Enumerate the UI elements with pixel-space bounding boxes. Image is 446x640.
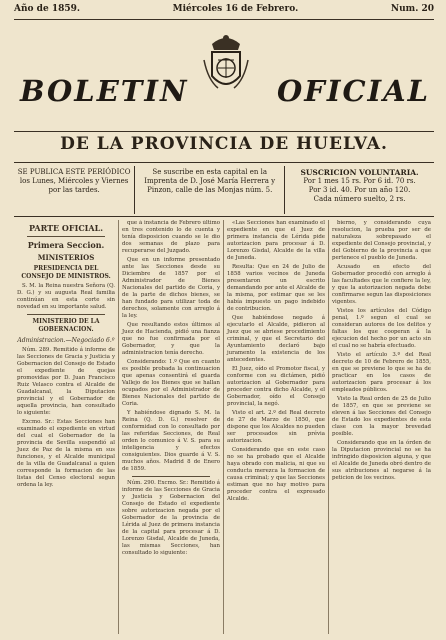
masthead-left-word: BOLETIN	[20, 74, 189, 108]
paragraph: Vistos los artículos del Código penal, 1.º segun el cual se consideran autores de los delitos y faltas los que cooperan á la ejecucion del hecho por un acto sin el cual no se habría efectuado.	[332, 308, 431, 349]
price-line-2: Por 3 id. 40. Por un año 120.	[308, 186, 411, 194]
paragraph: Resulta: Que en 24 de Julio de 1858 varios vecinos de Juneda presentaron un escrito demandando por ante el Alcalde de la misma, por estimar que se les había impuesto un pago indebido de contribucion.	[227, 264, 325, 312]
subscription-prices	[285, 166, 434, 214]
paragraph: Que resultando estos últimos al Juez de Hacienda, pidió una fianza que no fue confirmada por el Gobernador, y que la administracion tenía derecho.	[122, 322, 220, 356]
price-line-3: Cada número suelto, 2 rs.	[313, 195, 406, 203]
dateline	[14, 4, 434, 18]
divider	[132, 476, 210, 477]
divider	[27, 236, 105, 237]
info-rule	[14, 216, 434, 217]
masthead	[14, 30, 434, 134]
paragraph: Excmo. Sr.: Estas Secciones han examinado el expediente en virtud del cual el Gobernador de la provincia de Sevilla suspendió al Juez de Paz de la misma en sus funciones, y el Alcalde municipal de la villa de Guadalcanal a quien corresponde la formacion de las listas del Censo electoral segun ordena la ley.	[17, 419, 115, 488]
paragraph: bierno, y considerando cuya resolucion, la prueba por ser de naturaleza sobrepasado el expediente del Consejo provincial, y del Gobierno de la provincia a que pertenece el pueblo de Juneda.	[332, 220, 431, 261]
paragraph: Núm. 289. Remitido á informe de las Secciones de Gracia y Justicia y Gobernacion del Consejo de Estado el expediente de quejas promovidas por D. Juan Francisco Ruiz Velasco contra el Alcalde de Guadalcanal, la Diputacion provincial y el Gobernador de aquella provincia, han consultado lo siguiente:	[17, 347, 115, 416]
price-line-1: Por 1 mes 15 rs. Por 6 id. 70 rs.	[303, 177, 416, 185]
gobernacion-heading: MINISTERIO DE LA GOBERNACION.	[32, 318, 100, 333]
paragraph: Considerando que en este caso no se ha probado que el Alcalde haya obrado con malicia, ni que su conducta merezca la formacion de causa criminal; y que las Secciones estiman que no hay motivo para proceder contra el expresado Alcalde.	[227, 447, 325, 502]
divider	[27, 314, 105, 315]
paragraph: Considerando: 1.º Que en cuanto es posible probada la continuacion que apenas consentirá el guarda Vallejo de los Bienes que se hallan ocupados por el Administrador de Bienes Nacionales del partido de Coria.	[122, 359, 220, 407]
paragraph: que á instancia de Febrero último en tres contenido lo de cuenta y tenía disposicion cuando se le dio dos semanas de plazo para recuperarse del Juzgado.	[122, 220, 220, 254]
paragraph: S. M. la Reina nuestra Señora (Q. D. G.) y su augusta Real familia continúan en esta corte sin novedad en su importante salud.	[17, 283, 115, 310]
top-rule	[14, 19, 434, 20]
date-label: Miércoles 16 de Febrero.	[172, 4, 299, 14]
column-2	[119, 220, 224, 634]
issue-number: Num. 20	[390, 4, 434, 14]
paragraph: Considerando que en la órden de la Diputacion provincial no se ha infringido disposicion alguna, y que el Alcalde de Juneda obró dentro de sus atribuciones al negarse á la peticion de los vecinos.	[332, 440, 431, 481]
newspaper-subtitle: DE LA PROVINCIA DE HUELVA.	[60, 134, 388, 154]
paragraph: El Juez, oído el Promotor fiscal, y conforme con su dictámen, pidió autorizacion al Gobernador para proceder contra dicho Alcalde, y el Gobernador, oído el Consejo provincial, la negó.	[227, 366, 325, 407]
subscription-place: Se suscribe en esta capital en la Imprenta de D. José María Herrera y Pinzon, calle de las Monjas núm. 5.	[135, 166, 285, 214]
article-columns	[14, 220, 434, 634]
administracion-heading: Administracion.—Negociado 6.º	[17, 337, 115, 344]
subtitle-rule	[14, 162, 434, 163]
column-1	[14, 220, 119, 634]
paragraph: Que en un informe presentado ante las Secciones desde su Diciembre de 1857 por el Administrador de Bienes Nacionales del partido de Coria, y de la parte de dichos bienes, se han fundado para utilizar toda de derechos, solamente con arreglo á la ley.	[122, 257, 220, 319]
presidencia-heading: PRESIDENCIA DEL CONSEJO DE MINISTROS.	[21, 265, 111, 280]
column-3	[224, 220, 329, 634]
subscription-title: SUSCRICION VOLUNTARIA.	[300, 168, 419, 177]
publication-schedule: SE PUBLICA ESTE PERIÓDICO los Lunes, Miércoles y Viernes por las tardes.	[14, 166, 135, 214]
publication-info	[14, 166, 434, 214]
column-4	[329, 220, 434, 634]
paragraph: Visto la Real orden de 25 de Julio de 1857, en que se previene se eleven á las Secciones del Consejo de Estado los expedientes de esta clase con la mayor brevedad posible.	[332, 396, 431, 437]
year-label: Año de 1859.	[14, 4, 80, 14]
masthead-right-word: OFICIAL	[277, 74, 430, 108]
paragraph: Visto el art. 2.º del Real decreto de 27 de Marzo de 1850, que dispone que los Alcaldes no pueden ser procesados sin prévia autorizacion.	[227, 410, 325, 444]
parte-oficial-heading: PARTE OFICIAL.	[28, 223, 104, 233]
ministerios-heading: MINISTERIOS	[37, 253, 95, 262]
primera-seccion-heading: Primera Seccion.	[27, 240, 105, 250]
paragraph: «Las Secciones han examinado el expediente en que el Juez de primera instancia de Lérida pide autorizacion para procesar á D. Lorenzo Gisdal, Alcalde de la villa de Juneda.	[227, 220, 325, 261]
paragraph: Núm. 290. Excmo. Sr.: Remitido á informe de las Secciones de Gracia y Justicia y Gobernacion del Consejo de Estado el expediente sobre autorizacion negada por el Gobernador de la provincia de Lérida al Juez de primera instancia de la capital para procesar á D. Lorenzo Gisdal, Alcalde de Juneda, las mismas Secciones, han consultado lo siguiente:	[122, 480, 220, 556]
paragraph: Acusado en efecto del Gobernador procedió con arreglo á las facultades que le confiere la ley, y que la autorizacion negada debe confirmarse segun las disposiciones vigentes.	[332, 264, 431, 305]
paragraph: Y habiéndose dignado S. M. la Reina (Q. D. G.) resolver de conformidad con lo consultado por las referidas Secciones, de Real orden lo comunico á V. S. para su inteligencia y efectos consiguientes. Dios guarde á V. S. muchos años. Madrid 8 de Enero de 1859.	[122, 410, 220, 472]
royal-crest-icon	[198, 30, 254, 100]
paragraph: Que habiéndose negado á ejecutarlo el Alcalde, pidieron al Juez que se abriese procedimiento criminal, y que el Secretario del Ayuntamiento declaró bajo juramento la existencia de los antecedentes.	[227, 315, 325, 363]
masthead-rule	[14, 131, 434, 132]
paragraph: Visto el artículo 3.º del Real decreto de 10 de Febrero de 1855, en que se previene lo que se ha de practicar en los casos de autorizacion para procesar á los empleados públicos.	[332, 352, 431, 393]
